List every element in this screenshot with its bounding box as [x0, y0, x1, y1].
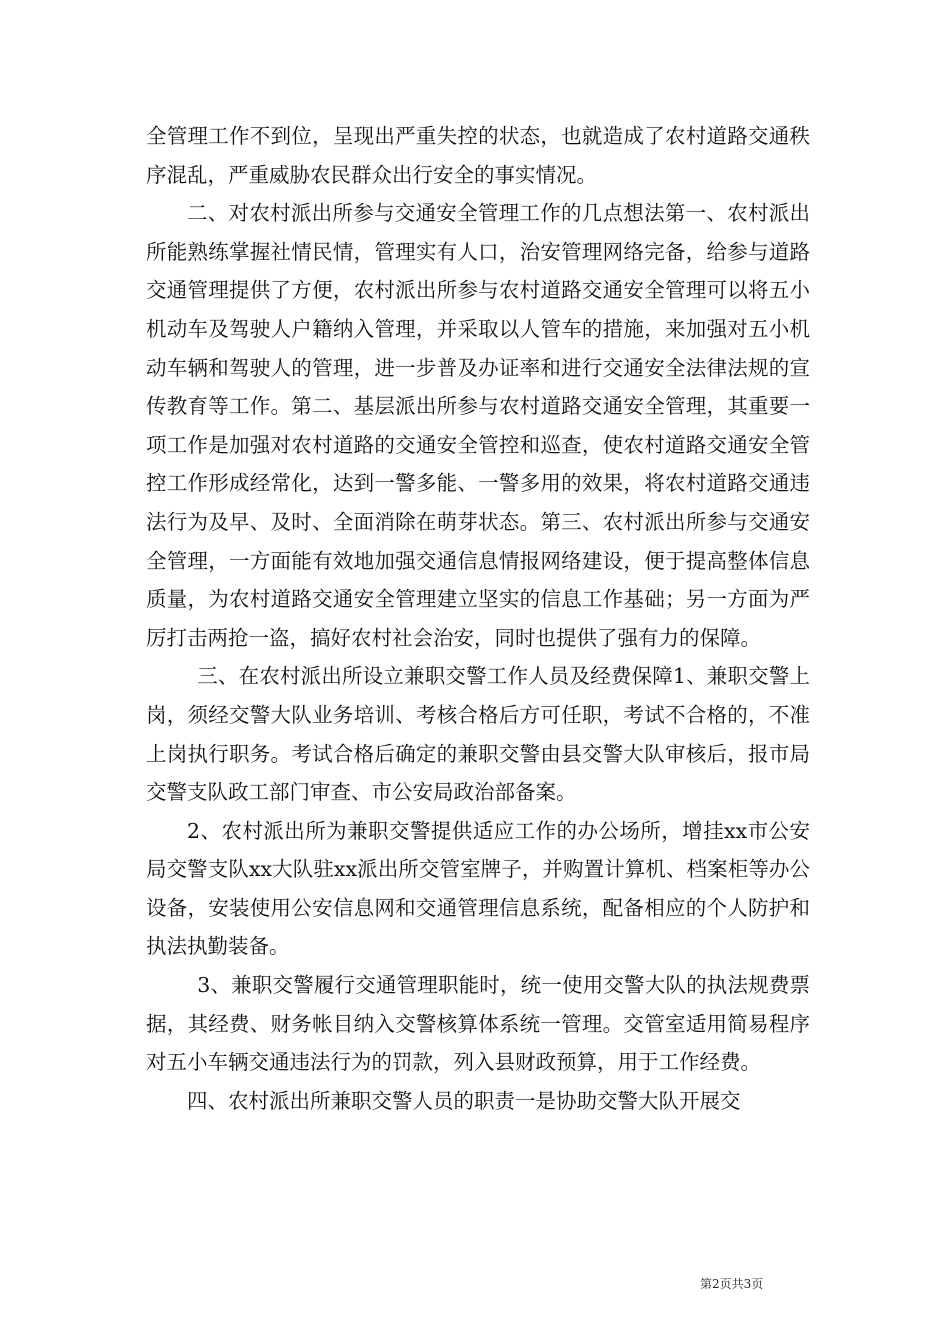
paragraph-section-four: 四、农村派出所兼职交警人员的职责一是协助交警大队开展交 [187, 1088, 741, 1113]
document-body [146, 117, 810, 1120]
paragraph-section-two: 二、对农村派出所参与交通安全管理工作的几点想法第一、农村派出所能熟练掌握社情民情，管理实有人口，治安管理网络完备，给参与道路交通管理提供了方便，农村派出所参与农村道路交通安全管理可以将五小机动车及驾驶人户籍纳入管理，并采取以人管车的措施，来加强对五小机动车辆和驾驶人的管理，进一步普及办证率和进行交通安全法律法规的宣传教育等工作。第二、基层派出所参与农村道路交通安全管理，其重要一项工作是加强对农村道路的交通安全管控和巡查，使农村道路交通安全管控工作形成经常化，达到一警多能、一警多用的效果，将农村道路交通违法行为及早、及时、全面消除在萌芽状态。第三、农村派出所参与交通安全管理，一方面能有效地加强交通信息情报网络建设，便于提高整体信息质量，为农村道路交通安全管理建立坚实的信息工作基础；另一方面为严厉打击两抢一盗，搞好农村社会治安，同时也提供了强有力的保障。 [146, 201, 810, 650]
paragraph-item-two: 2、农村派出所为兼职交警提供适应工作的办公场所，增挂xx市公安局交警支队xx大队驻xx派出所交管室牌子，并购置计算机、档案柜等办公设备，安装使用公安信息网和交通管理信息系统，配备相应的个人防护和执法执勤装备。 [146, 818, 810, 959]
paragraph-continuation: 全管理工作不到位，呈现出严重失控的状态，也就造成了农村道路交通秩序混乱，严重威胁农民群众出行安全的事实情况。 [146, 124, 810, 187]
paragraph-section-three: 三、在农村派出所设立兼职交警工作人员及经费保障1、兼职交警上岗，须经交警大队业务培训、考核合格后方可任职，考试不合格的，不准上岗执行职务。考试合格后确定的兼职交警由县交警大队审核后，报市局交警支队政工部门审查、市公安局政治部备案。 [146, 664, 810, 805]
page-number-footer: 第2页共3页 [700, 1277, 764, 1291]
paragraph-item-three: 3、兼职交警履行交通管理职能时，统一使用交警大队的执法规费票据，其经费、财务帐目纳入交警核算体系统一管理。交管室适用简易程序对五小车辆交通违法行为的罚款，列入县财政预算，用于工作经费。 [146, 973, 810, 1075]
